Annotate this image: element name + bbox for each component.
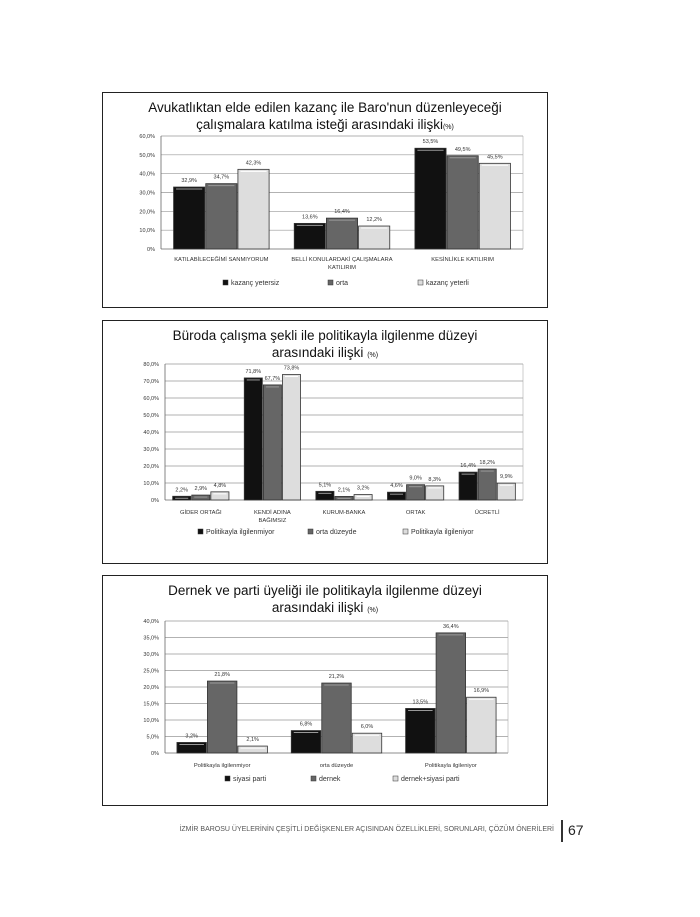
chart-title-line: Büroda çalışma şekli ile politikayla ilgilenme düzeyi <box>172 328 478 343</box>
bar <box>316 491 334 500</box>
legend-label: siyasi parti <box>233 776 267 783</box>
category-label: KESİNLİKLE KATILIRIM <box>431 257 495 263</box>
legend-swatch <box>418 280 423 285</box>
bar <box>447 156 478 249</box>
data-label: 21,8% <box>214 672 230 679</box>
bar <box>263 385 281 500</box>
data-label: 3,2% <box>185 733 198 740</box>
category-label: BAĞIMSIZ <box>258 518 287 524</box>
y-tick-label: 10,0% <box>143 481 159 487</box>
bar <box>238 169 269 249</box>
category-label: KATILIRIM <box>328 265 356 271</box>
legend-swatch <box>225 776 230 781</box>
bar <box>406 708 435 753</box>
data-label: 8,3% <box>428 476 441 483</box>
page-number: 67 <box>568 822 584 838</box>
data-label: 49,5% <box>454 146 471 153</box>
bar <box>352 733 381 753</box>
y-tick-label: 30,0% <box>143 652 159 658</box>
legend-label: orta düzeyde <box>316 529 357 536</box>
bar <box>211 492 229 500</box>
bar <box>497 483 515 500</box>
data-label: 16,4% <box>460 463 476 470</box>
y-tick-label: 60,0% <box>139 134 155 140</box>
legend-swatch <box>311 776 316 781</box>
legend-swatch <box>393 776 398 781</box>
data-label: 4,6% <box>390 483 403 490</box>
chart-2-frame <box>102 320 548 564</box>
data-label: 2,2% <box>175 487 188 494</box>
category-label: ÜCRETLİ <box>474 510 500 516</box>
chart-title-line: arasındaki ilişki <box>271 600 364 615</box>
y-tick-label: 10,0% <box>139 228 155 235</box>
bar <box>387 492 405 500</box>
legend-label: kazanç yeterli <box>426 280 469 287</box>
data-label: 36,4% <box>443 623 459 630</box>
data-label: 5,1% <box>318 482 332 489</box>
chart-2 <box>103 321 549 565</box>
data-label: 16,4% <box>334 209 350 216</box>
bar <box>294 223 325 249</box>
data-label: 21,2% <box>328 674 345 681</box>
legend-label: Politikayla ilgilenmiyor <box>206 529 275 536</box>
y-tick-label: 40,0% <box>143 430 159 436</box>
chart-title-line: arasındaki ilişki <box>271 345 364 360</box>
data-label: 67,7% <box>264 375 281 382</box>
category-label: KENDİ ADINA <box>254 510 291 516</box>
chart-1-frame <box>102 92 548 308</box>
legend-swatch <box>223 280 228 285</box>
category-label: BELLİ KONULARDAKİ ÇALIŞMALARA <box>291 257 393 263</box>
data-label: 32,9% <box>181 178 197 185</box>
y-tick-label: 50,0% <box>139 152 155 159</box>
legend-label: dernek <box>319 776 341 783</box>
y-tick-label: 5,0% <box>146 734 159 741</box>
y-tick-label: 60,0% <box>143 396 159 402</box>
category-label: KURUM-BANKA <box>322 510 366 516</box>
legend-label: kazanç yetersiz <box>231 280 280 287</box>
y-tick-label: 50,0% <box>143 413 159 419</box>
bar <box>354 495 372 500</box>
chart-3 <box>103 576 549 807</box>
bar <box>359 226 390 249</box>
y-tick-label: 40,0% <box>139 171 155 178</box>
chart-1 <box>103 93 549 309</box>
y-tick-label: 0% <box>151 751 159 757</box>
data-label: 45,5% <box>487 154 503 161</box>
chart-unit: (%) <box>442 124 454 131</box>
data-label: 3,2% <box>356 485 370 492</box>
legend-label: dernek+siyasi parti <box>401 776 460 783</box>
y-tick-label: 0% <box>151 498 159 504</box>
bar <box>415 148 446 249</box>
bar <box>207 681 236 753</box>
data-label: 9,9% <box>500 474 513 481</box>
category-label: ORTAK <box>405 510 426 516</box>
data-label: 18,2% <box>479 460 496 467</box>
bar <box>282 375 300 500</box>
y-tick-label: 10,0% <box>143 718 159 724</box>
chart-3-frame <box>102 575 548 806</box>
category-label: orta düzeyde <box>319 763 354 769</box>
legend-swatch <box>308 529 313 534</box>
category-label: Politikayla ilgileniyor <box>424 763 477 769</box>
data-label: 12,2% <box>366 217 382 224</box>
data-label: 9,0% <box>409 475 422 482</box>
chart-title-line: çalışmalara katılma isteği arasındaki ilişki <box>196 117 443 132</box>
chart-unit: (%) <box>367 607 379 614</box>
data-label: 6,0% <box>360 724 374 731</box>
y-tick-label: 25,0% <box>143 668 159 675</box>
bar <box>291 731 320 753</box>
chart-title-line: Dernek ve parti üyeliği ile politikayla ilgilenme düzeyi <box>168 583 482 598</box>
category-label: Politikayla ilgilenmiyor <box>193 763 251 769</box>
y-tick-label: 40,0% <box>143 619 159 625</box>
bar <box>174 187 205 249</box>
y-tick-label: 80,0% <box>143 362 159 368</box>
running-footer: İZMİR BAROSU ÜYELERİNİN ÇEŞİTLİ DEĞİŞKENLER AÇISINDAN ÖZELLİKLERİ, SORUNLARI, ÇÖZÜM ÖNERİLERİ <box>179 826 554 833</box>
bar <box>459 472 477 500</box>
data-label: 2,1% <box>246 737 259 744</box>
bar <box>326 218 357 249</box>
data-label: 53,5% <box>422 139 439 146</box>
footer-divider <box>561 820 563 842</box>
y-tick-label: 20,0% <box>143 464 159 470</box>
data-label: 34,7% <box>213 174 230 181</box>
y-tick-label: 15,0% <box>143 701 159 708</box>
bar <box>322 683 351 753</box>
y-tick-label: 20,0% <box>139 209 155 216</box>
legend-label: orta <box>336 280 349 287</box>
chart-title-line: Avukatlıktan elde edilen kazanç ile Baro'nun düzenleyeceği <box>148 100 502 115</box>
data-label: 2,9% <box>194 486 208 493</box>
data-label: 73,8% <box>283 365 300 372</box>
bar <box>478 469 496 500</box>
data-label: 2,1% <box>337 487 351 494</box>
data-label: 6,8% <box>299 721 313 728</box>
bar <box>479 163 510 249</box>
y-tick-label: 20,0% <box>143 685 159 691</box>
category-label: KATILABİLECEĞİMİ SANMIYORUM <box>174 257 269 263</box>
bar <box>238 746 267 753</box>
data-label: 4,8% <box>213 482 227 489</box>
legend-swatch <box>328 280 333 285</box>
data-label: 42,3% <box>245 160 262 167</box>
data-label: 71,8% <box>245 368 262 375</box>
y-tick-label: 35,0% <box>143 635 159 642</box>
data-label: 13,6% <box>302 214 318 221</box>
bar <box>467 697 496 753</box>
bar <box>436 633 465 753</box>
y-tick-label: 30,0% <box>139 190 155 197</box>
legend-swatch <box>198 529 203 534</box>
y-tick-label: 30,0% <box>143 447 159 453</box>
data-label: 13,5% <box>412 699 429 706</box>
y-tick-label: 70,0% <box>143 379 159 385</box>
legend-swatch <box>403 529 408 534</box>
category-label: GİDER ORTAĞI <box>179 510 222 516</box>
chart-unit: (%) <box>367 352 379 359</box>
bar <box>206 184 237 249</box>
bar <box>244 378 262 500</box>
legend-label: Politikayla ilgileniyor <box>411 529 474 536</box>
data-label: 16,9% <box>473 688 490 695</box>
y-tick-label: 0% <box>147 247 155 253</box>
